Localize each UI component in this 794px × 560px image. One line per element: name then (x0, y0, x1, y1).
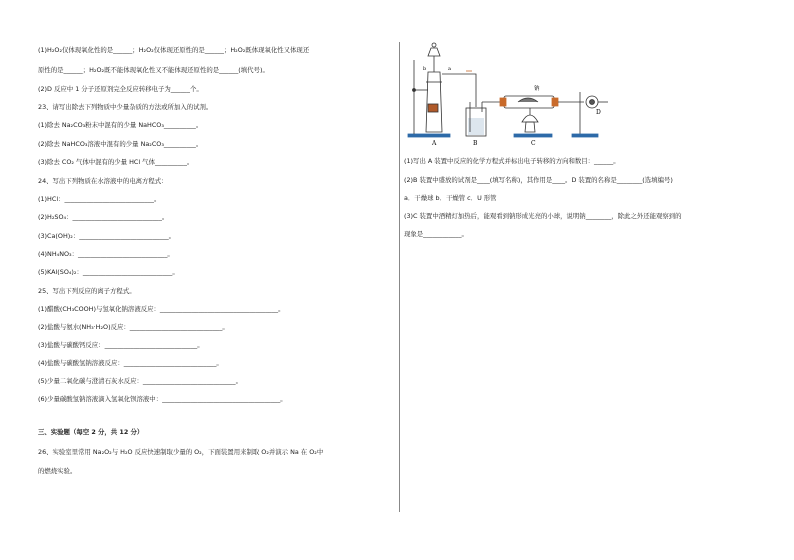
q24-item-2: (2)H₂SO₄：____________________________。 (38, 213, 169, 221)
label-c: C (531, 140, 536, 147)
section-3-title: 三、实验题（每空 2 分，共 12 分） (38, 428, 144, 436)
label-sodium: 钠 (534, 86, 540, 92)
q25-item-5: (5)少量二氧化碳与澄清石灰水反应：_____________________________。 (38, 377, 242, 385)
label-small-a: a (448, 66, 451, 72)
q24-item-4: (4)NH₄NO₃：____________________________。 (38, 250, 174, 258)
q25-title: 25、写出下列反应的离子方程式。 (38, 287, 136, 295)
right-column (404, 0, 764, 560)
q26-line-1: 26、实验室里常用 Na₂O₂与 H₂O 反应快速制取少量的 O₂，下面装置用来制取 O₂并演示 Na 在 O₂中 (38, 448, 324, 456)
q24-item-5: (5)KAl(SO₄)₂：____________________________。 (38, 268, 179, 276)
label-b: B (473, 140, 478, 147)
q26-options: a．干燥球 b．干燥管 c．U 形管 (404, 194, 497, 202)
q25-item-4: (4)盐酸与碳酸氢钠溶液反应：_____________________________。 (38, 359, 223, 367)
label-d: D (596, 109, 601, 116)
q25-item-1: (1)醋酸(CH₃COOH)与氢氧化钠溶液反应：_____________________________________。 (38, 305, 285, 313)
q26-sub-3-line-1: (3)C 装置中酒精灯加热后，能观看到钠形成光亮的小球，说明钠________，除此之外还能观察到的 (404, 212, 682, 220)
label-small-b: b (423, 66, 427, 72)
q26-sub-2: (2)B 装置中盛放的试剂是____(填写名称)，其作用是____。D 装置的名称是________(选填编号) (404, 176, 673, 184)
q25-item-2: (2)盐酸与氨水(NH₃·H₂O)反应：_____________________________。 (38, 323, 229, 331)
q26-line-2: 的燃烧实验。 (38, 467, 77, 475)
q23-title: 23、请写出除去下列物质中少量杂质的方法或所加入的试剂。 (38, 103, 213, 111)
label-a: A (432, 140, 437, 147)
column-divider (399, 42, 400, 512)
q26-sub-1: (1)写出 A 装置中反应的化学方程式并标出电子转移的方向和数目：______。 (404, 157, 620, 165)
q23-item-1: (1)除去 Na₂CO₃粉末中混有的少量 NaHCO₃__________。 (38, 121, 203, 129)
q23-item-3: (3)除去 CO₂ 气体中混有的少量 HCl 气体__________。 (38, 158, 194, 166)
q22-line-1: (1)H₂O₂仅体现氧化性的是______；H₂O₂仅体现还原性的是______；H₂O₂既体现氧化性又体现还 (38, 46, 310, 54)
q22-line-3: (2)D 反应中 1 分子还原剂完全反应转移电子为______个。 (38, 85, 203, 93)
q25-item-3: (3)盐酸与碳酸钙反应：_____________________________。 (38, 341, 204, 349)
left-column (38, 0, 396, 560)
q22-line-2: 原性的是______；H₂O₂既不能体现氧化性又不能体现还原性的是______(填代号)。 (38, 66, 269, 74)
q25-item-6: (6)少量碳酸氢钠溶液滴入氢氧化钡溶液中：_____________________________________。 (38, 395, 287, 403)
q24-title: 24、写出下列物质在水溶液中的电离方程式： (38, 177, 168, 185)
q24-item-3: (3)Ca(OH)₂：____________________________。 (38, 232, 176, 240)
q26-sub-3-line-2: 现象是____________。 (404, 230, 468, 238)
q24-item-1: (1)HCl：____________________________。 (38, 195, 161, 203)
q23-item-2: (2)除去 NaHCO₃溶液中混有的少量 Na₂CO₃__________。 (38, 140, 203, 148)
